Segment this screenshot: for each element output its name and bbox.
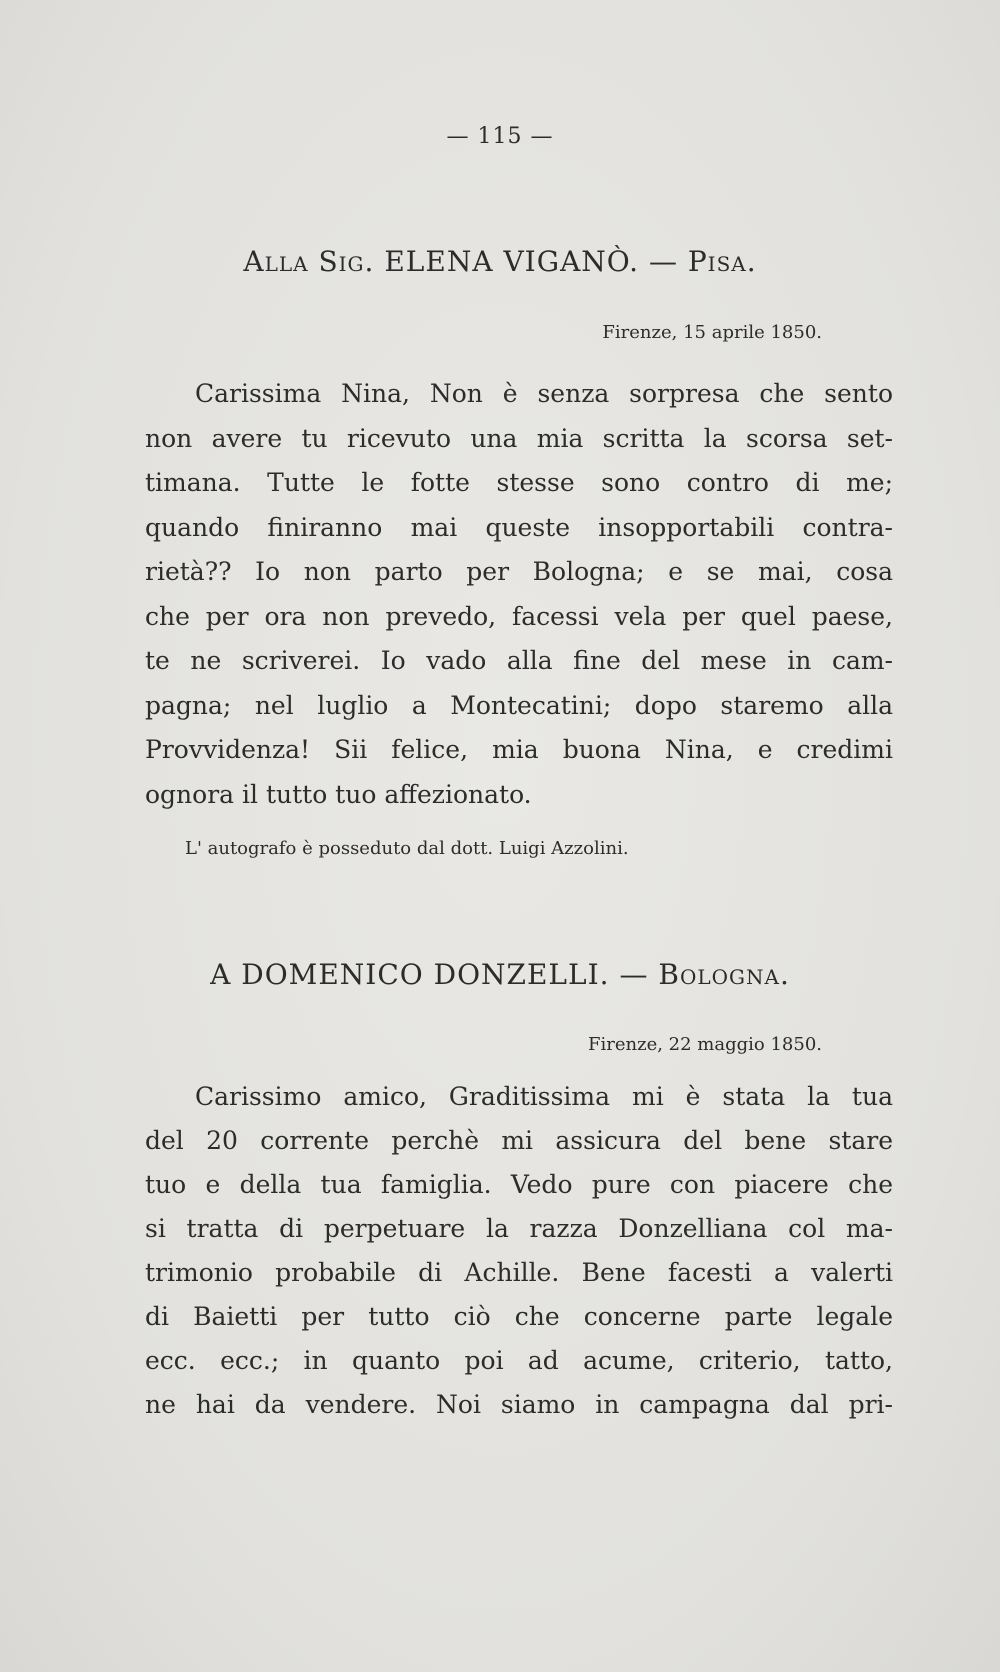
letter-2-city: Bologna. (658, 958, 790, 991)
letter-2-line-8: ne hai da vendere. Noi siamo in campagna dal pri- (145, 1390, 893, 1419)
letter-1-line-3: timana. Tutte le fotte stesse sono contro di me; (145, 468, 893, 497)
letter-1-body (145, 372, 893, 817)
letter-1-line-4: quando finiranno mai queste insopportabili contra- (145, 512, 893, 542)
letter-1-line-9: Provvidenza! Sii felice, mia buona Nina, e credimi (145, 735, 893, 764)
letter-2-dash: — (619, 958, 649, 991)
letter-1-line-6: che per ora non prevedo, facessi vela per quel paese, (145, 601, 893, 631)
letter-2-line-1: Carissimo amico, Graditissima mi è stata la tua (195, 1082, 893, 1111)
letter-2-heading (0, 958, 1000, 991)
letter-1-dash: — (648, 245, 678, 278)
letter-1-line-10: ognora il tutto tuo affezionato. (145, 779, 532, 809)
letter-2-line-5: trimonio probabile di Achille. Bene facesti a valerti (145, 1258, 893, 1287)
letter-2-line-3: tuo e della tua famiglia. Vedo pure con piacere che (145, 1170, 893, 1199)
letter-2-dateline: Firenze, 22 maggio 1850. (588, 1034, 822, 1055)
letter-2-line-6: di Baietti per tutto ciò che concerne parte legale (145, 1302, 893, 1331)
letter-2-line-7: ecc. ecc.; in quanto poi ad acume, criterio, tatto, (145, 1346, 893, 1375)
letter-1-line-7: te ne scriverei. Io vado alla fine del mese in cam- (145, 646, 893, 675)
letter-2-line-2: del 20 corrente perchè mi assicura del bene stare (145, 1126, 893, 1155)
letter-2-recipient: A DOMENICO DONZELLI. (210, 958, 610, 991)
letter-2-body (145, 1075, 893, 1427)
letter-1-dateline: Firenze, 15 aprile 1850. (602, 322, 822, 343)
letter-1-heading (0, 245, 1000, 278)
page-number: — 115 — (446, 124, 554, 149)
letter-1-source-note: L' autografo è posseduto dal dott. Luigi Azzolini. (185, 838, 629, 859)
letter-1-line-2: non avere tu ricevuto una mia scritta la scorsa set- (145, 423, 893, 453)
letter-1-line-8: pagna; nel luglio a Montecatini; dopo staremo alla (145, 690, 893, 720)
letter-1-salutation: Alla Sig. (243, 245, 375, 278)
letter-1-city: Pisa. (687, 245, 757, 278)
letter-1-line-1: Carissima Nina, Non è senza sorpresa che sento (195, 379, 893, 408)
letter-1-recipient: ELENA VIGANÒ. (384, 245, 640, 278)
letter-2-line-4: si tratta di perpetuare la razza Donzelliana col ma- (145, 1214, 893, 1243)
letter-1-line-5: rietà?? Io non parto per Bologna; e se mai, cosa (145, 557, 893, 586)
